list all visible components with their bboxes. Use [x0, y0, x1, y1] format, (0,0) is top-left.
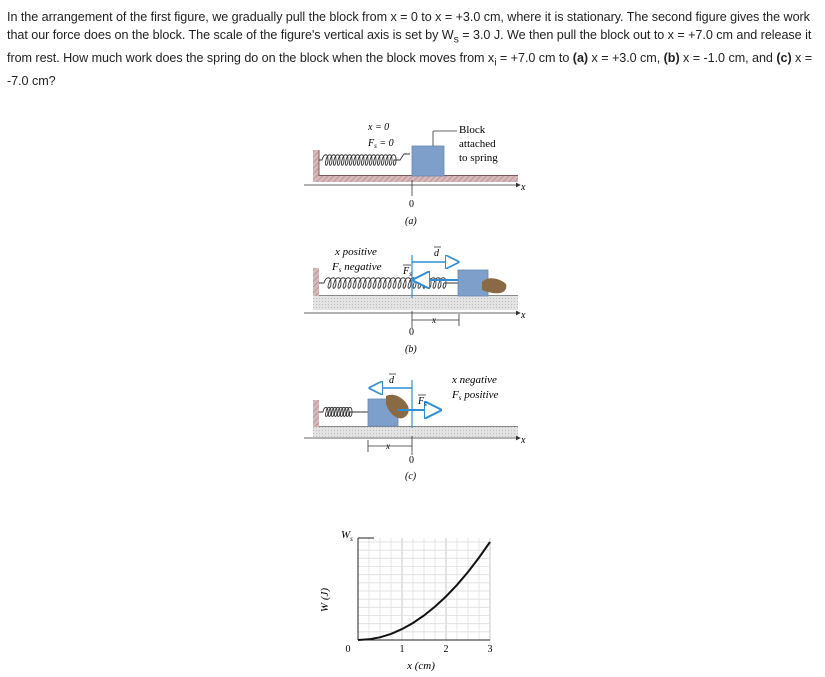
- x-tick-label: 0: [345, 644, 351, 655]
- caption-a: (a): [405, 216, 417, 227]
- spring-c: [319, 408, 368, 417]
- zero-label-c: 0: [409, 455, 414, 466]
- problem-text-1: In the arrangement of the first figure, we gradually pull the block from x = 0 to x = +3.0 cm, where it is stationary. The second figure gives the work that our force does on the block. The scale of the figure's vertical axis is set by W: [7, 10, 810, 43]
- fs-eq-label-a: $F_s = 0$: [368, 138, 394, 150]
- panel-a: [304, 122, 526, 227]
- y-scale-label: $W_s$: [341, 529, 353, 543]
- hand-b: [482, 278, 506, 293]
- problem-text-4: x = +3.0 cm,: [588, 51, 664, 66]
- disp-label-c: x: [386, 441, 390, 451]
- wall-b: [313, 268, 319, 300]
- xi-subscript: i: [494, 56, 497, 69]
- chart-x-ticks: [346, 644, 493, 655]
- x-eq-label-a: x = 0: [368, 122, 390, 133]
- x-positive-label: x positive: [335, 246, 377, 258]
- x-tick-label: 3: [487, 644, 493, 655]
- zero-label-b: 0: [409, 327, 414, 338]
- axis-x-label-c: x: [521, 435, 526, 446]
- panel-b: [304, 246, 526, 355]
- chart-y-label: W (J): [319, 587, 331, 613]
- x-negative-label: x negative: [452, 374, 497, 386]
- x-tick-label: 1: [399, 644, 405, 655]
- axis-x-label-b: x: [521, 310, 526, 321]
- part-b-label: (b): [663, 51, 680, 66]
- block-a: [412, 146, 444, 176]
- chart-grid: [358, 538, 490, 640]
- axis-x-label-a: x: [521, 182, 526, 193]
- block-label-line1: Block: [459, 124, 486, 136]
- problem-text-3: = +7.0 cm to: [496, 51, 573, 66]
- spring-a: [319, 154, 410, 165]
- disp-label-b: x: [432, 315, 436, 325]
- problem-text-6: x = -7.0 cm?: [7, 51, 813, 89]
- floor-a: [313, 176, 518, 182]
- zero-label-a: 0: [409, 199, 414, 210]
- part-c-label: (c): [776, 51, 792, 66]
- work-chart: [319, 529, 493, 672]
- part-a-label: (a): [572, 51, 589, 66]
- fs-negative-label: Fs negative: [332, 261, 382, 274]
- d-vector-label-b: d: [434, 248, 439, 259]
- problem-text-2: = 3.0 J. We then pull the block out to x = +7.0 cm and release it from rest. How much work does the spring do on the block when the block moves from x: [7, 28, 812, 66]
- caption-c: (c): [405, 471, 417, 482]
- caption-b: (b): [405, 344, 417, 355]
- panel-c: [304, 374, 526, 482]
- ws-subscript: s: [453, 33, 459, 46]
- floor-b: [313, 296, 518, 310]
- block-label-line2: attached: [459, 138, 496, 150]
- fs-vector-label-c: $F_s$: [418, 396, 427, 408]
- d-vector-label-c: d: [389, 375, 394, 386]
- fs-positive-label: Fs positive: [452, 389, 499, 402]
- fs-vector-label-b: $F_s$: [403, 266, 412, 278]
- floor-c: [313, 427, 518, 437]
- block-label-line3: to spring: [459, 152, 498, 164]
- problem-text-5: x = -1.0 cm, and: [679, 51, 777, 66]
- chart-x-label: x (cm): [407, 660, 435, 672]
- x-tick-label: 2: [443, 644, 449, 655]
